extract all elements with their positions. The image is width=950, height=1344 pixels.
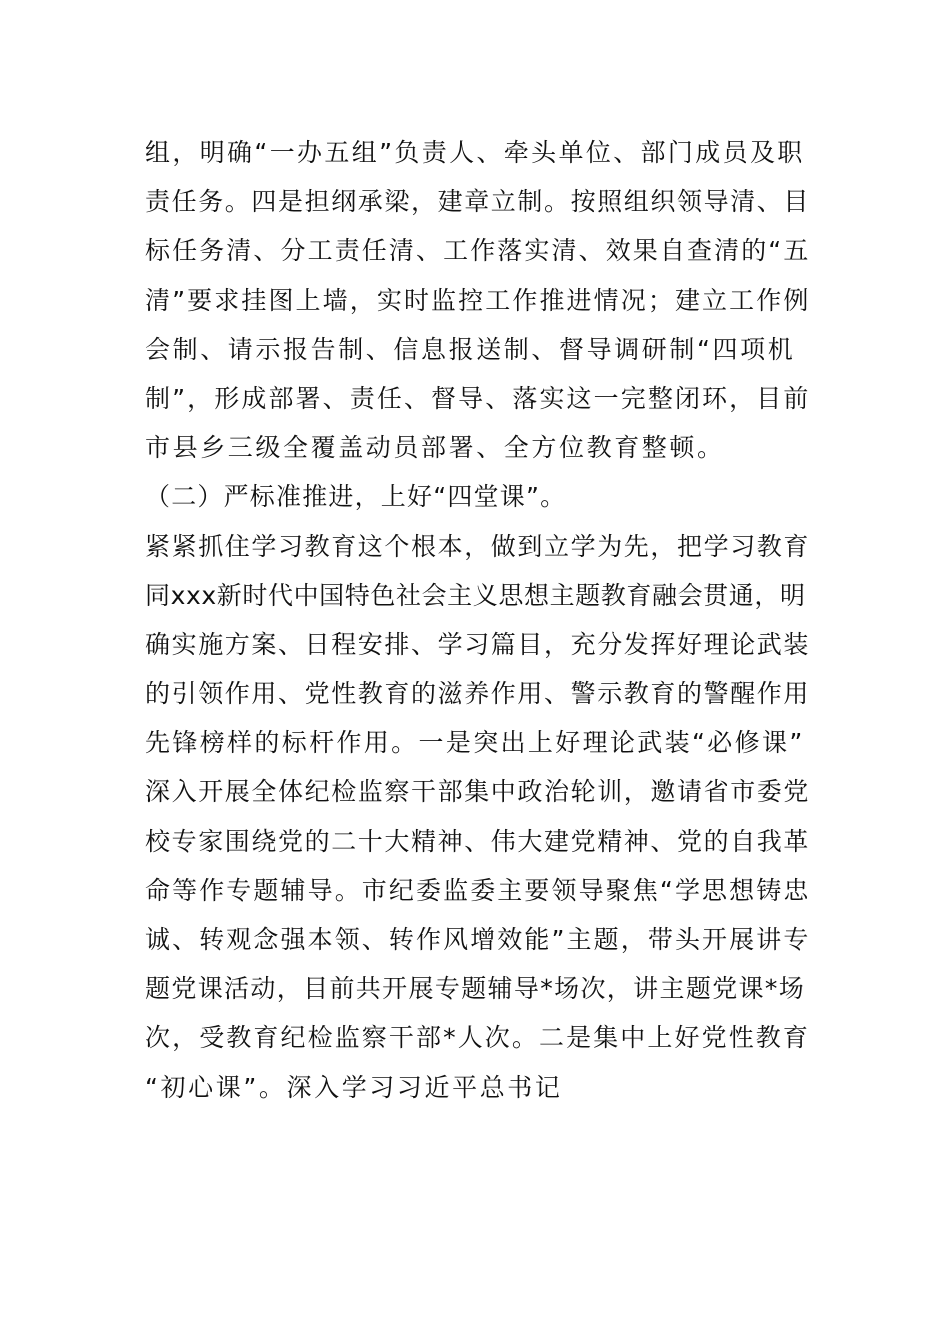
text-line-11: 确实施方案、日程安排、学习篇目，充分发挥好理论武装 <box>145 629 811 659</box>
text-line-17: 诚、转观念强本领、转作风增效能”主题，带头开展讲专 <box>145 925 811 954</box>
text-line-4: 清”要求挂图上墙，实时监控工作推进情况；建立工作例 <box>145 285 811 315</box>
text-line-14: 深入开展全体纪检监察干部集中政治轮训，邀请省市委党 <box>145 777 811 807</box>
text-line-3: 标任务清、分工责任清、工作落实清、效果自查清的“五 <box>145 236 811 266</box>
text-line-19: 次，受教育纪检监察干部*人次。二是集中上好党性教育 <box>145 1023 811 1053</box>
text-line-12: 的引领作用、党性教育的滋养作用、警示教育的警醒作用 <box>145 679 811 709</box>
text-line-6: 制”，形成部署、责任、督导、落实这一完整闭环，目前 <box>145 383 811 413</box>
text-line-16: 命等作专题辅导。市纪委监委主要领导聚焦“学思想铸忠 <box>145 875 811 905</box>
text-line-20: “初心课”。深入学习习近平总书记 <box>145 1072 563 1102</box>
text-line-18: 题党课活动，目前共开展专题辅导*场次，讲主题党课*场 <box>145 974 806 1004</box>
text-line-10: 同xxx新时代中国特色社会主义思想主题教育融会贯通，明 <box>145 580 806 610</box>
text-line-9: 紧紧抓住学习教育这个根本，做到立学为先，把学习教育 <box>145 531 811 561</box>
text-line-7: 市县乡三级全覆盖动员部署、全方位教育整顿。 <box>145 433 725 463</box>
text-line-13: 先锋榜样的标杆作用。一是突出上好理论武装“必修课” <box>145 728 805 758</box>
text-line-15: 校专家围绕党的二十大精神、伟大建党精神、党的自我革 <box>145 826 811 856</box>
text-line-1: 组，明确“一办五组”负责人、牵头单位、部门成员及职 <box>145 138 805 167</box>
text-line-5: 会制、请示报告制、信息报送制、督导调研制“四项机 <box>145 334 796 364</box>
text-line-2: 责任务。四是担纲承梁，建章立制。按照组织领导清、目 <box>145 187 811 217</box>
body-text <box>145 128 810 1112</box>
section-heading: （二）严标准推进，上好“四堂课”。 <box>145 482 567 512</box>
